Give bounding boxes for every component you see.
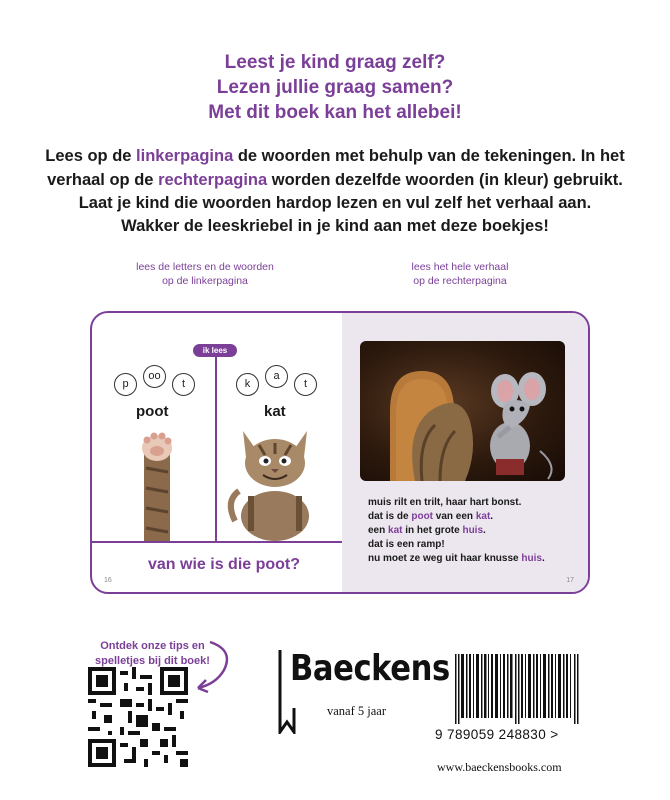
caption-right: lees het hele verhaal op de rechterpagina bbox=[411, 261, 509, 287]
word-poot: poot bbox=[136, 403, 169, 420]
letter-bubble: a bbox=[265, 365, 288, 388]
barcode bbox=[455, 654, 581, 724]
page-divider bbox=[215, 351, 217, 541]
word-kat: kat bbox=[264, 403, 286, 420]
story-text bbox=[368, 496, 545, 566]
right-page bbox=[342, 313, 590, 592]
headline-line-2: Lezen jullie graag samen? bbox=[216, 77, 454, 98]
letter-bubble: k bbox=[236, 373, 259, 396]
story-line: dat is een ramp! bbox=[368, 539, 445, 550]
isbn-number: 9 789059 248830 > bbox=[435, 727, 559, 742]
page-number-left: 16 bbox=[104, 577, 112, 584]
story-line: dat is de poot van een kat. bbox=[368, 511, 494, 522]
website-url[interactable]: www.baeckensbooks.com bbox=[437, 760, 562, 774]
question-text: van wie is die poot? bbox=[148, 556, 301, 573]
intro-line-4: Wakker de leeskriebel in je kind aan met deze boekjes! bbox=[121, 217, 549, 235]
story-line: muis rilt en trilt, haar hart bonst. bbox=[368, 497, 522, 508]
page-number-right: 17 bbox=[566, 577, 574, 584]
cat-illustration bbox=[225, 421, 325, 541]
headline-line-1: Leest je kind graag zelf? bbox=[224, 52, 446, 73]
publisher-logo: Baeckens bbox=[290, 648, 450, 689]
letter-bubble: p bbox=[114, 373, 137, 396]
intro-line-1: Lees op de linkerpagina de woorden met behulp van de tekeningen. In het bbox=[45, 147, 625, 165]
headline-line-3: Met dit boek kan het allebei! bbox=[208, 102, 462, 123]
letter-bubble: oo bbox=[143, 365, 166, 388]
intro-line-2: verhaal op de rechterpagina worden dezelfde woorden (in kleur) gebruikt. bbox=[47, 171, 623, 189]
highlight-rechterpagina: rechterpagina bbox=[158, 171, 268, 189]
story-line: een kat in het grote huis. bbox=[368, 525, 486, 536]
caption-left: lees de letters en de woorden op de linkerpagina bbox=[136, 261, 274, 287]
ik-lees-badge: ik lees bbox=[193, 344, 237, 357]
letter-bubble: t bbox=[172, 373, 195, 396]
letter-bubble: t bbox=[294, 373, 317, 396]
qr-code[interactable] bbox=[88, 667, 188, 767]
qr-call-to-action: Ontdek onze tips en spelletjes bij dit boek! bbox=[95, 640, 210, 667]
highlight-linkerpagina: linkerpagina bbox=[136, 147, 234, 165]
book-spread bbox=[90, 311, 590, 594]
age-label: vanaf 5 jaar bbox=[327, 704, 386, 718]
mouse-illustration bbox=[360, 341, 565, 481]
arrow-icon bbox=[190, 640, 235, 695]
story-line: nu moet ze weg uit haar knusse huis. bbox=[368, 553, 545, 564]
intro-line-3: Laat je kind die woorden hardop lezen en vul zelf het verhaal aan. bbox=[78, 194, 592, 212]
left-page-rule bbox=[92, 541, 342, 543]
paw-illustration bbox=[132, 428, 182, 541]
